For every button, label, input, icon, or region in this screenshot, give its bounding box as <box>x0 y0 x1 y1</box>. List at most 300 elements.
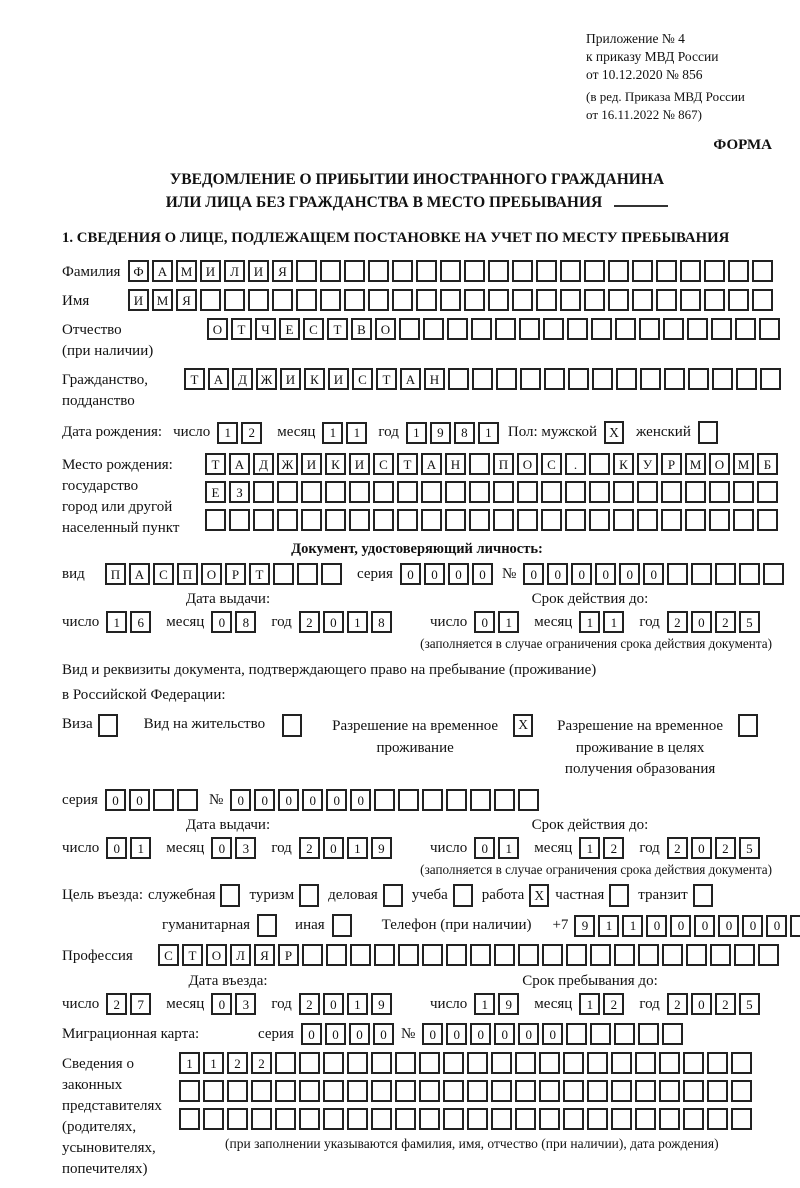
char-cell[interactable] <box>589 509 610 531</box>
char-cell[interactable] <box>488 260 509 282</box>
char-cell[interactable]: Т <box>249 563 270 585</box>
char-cell[interactable] <box>467 1108 488 1130</box>
char-cell[interactable]: 1 <box>579 993 600 1015</box>
char-cell[interactable] <box>731 1108 752 1130</box>
char-cell[interactable] <box>611 1108 632 1130</box>
char-cell[interactable]: 0 <box>470 1023 491 1045</box>
char-cell[interactable] <box>491 1080 512 1102</box>
char-cell[interactable]: М <box>685 453 706 475</box>
char-cell[interactable] <box>368 260 389 282</box>
char-cell[interactable]: 0 <box>691 993 712 1015</box>
char-cell[interactable] <box>790 915 800 937</box>
char-cell[interactable] <box>739 563 760 585</box>
char-cell[interactable] <box>421 481 442 503</box>
char-cell[interactable]: 0 <box>129 789 150 811</box>
char-cell[interactable] <box>710 944 731 966</box>
char-cell[interactable]: Т <box>397 453 418 475</box>
char-cell[interactable] <box>320 289 341 311</box>
char-cell[interactable] <box>611 1080 632 1102</box>
char-cell[interactable] <box>563 1052 584 1074</box>
char-cell[interactable]: М <box>152 289 173 311</box>
char-cell[interactable] <box>613 509 634 531</box>
char-cell[interactable]: И <box>128 289 149 311</box>
char-cell[interactable]: 1 <box>106 611 127 633</box>
char-cell[interactable]: 8 <box>454 422 475 444</box>
char-cell[interactable] <box>640 368 661 390</box>
char-cell[interactable] <box>323 1080 344 1102</box>
char-cell[interactable]: О <box>207 318 228 340</box>
char-cell[interactable]: 0 <box>742 915 763 937</box>
char-cell[interactable] <box>685 481 706 503</box>
char-cell[interactable]: 8 <box>371 611 392 633</box>
char-cell[interactable]: Д <box>253 453 274 475</box>
char-cell[interactable] <box>347 1052 368 1074</box>
char-cell[interactable] <box>227 1108 248 1130</box>
char-cell[interactable] <box>616 368 637 390</box>
char-cell[interactable]: 2 <box>251 1052 272 1074</box>
char-cell[interactable]: 9 <box>498 993 519 1015</box>
char-cell[interactable] <box>515 1052 536 1074</box>
char-cell[interactable] <box>227 1080 248 1102</box>
visa-checkbox[interactable] <box>98 714 118 737</box>
char-cell[interactable]: Н <box>445 453 466 475</box>
char-cell[interactable] <box>517 481 538 503</box>
char-cell[interactable] <box>253 481 274 503</box>
char-cell[interactable] <box>608 289 629 311</box>
char-cell[interactable] <box>299 1108 320 1130</box>
char-cell[interactable]: 3 <box>235 993 256 1015</box>
char-cell[interactable] <box>416 289 437 311</box>
char-cell[interactable]: 0 <box>254 789 275 811</box>
char-cell[interactable] <box>707 1052 728 1074</box>
char-cell[interactable]: 1 <box>579 837 600 859</box>
char-cell[interactable] <box>440 260 461 282</box>
char-cell[interactable] <box>397 509 418 531</box>
char-cell[interactable] <box>515 1080 536 1102</box>
char-cell[interactable] <box>560 289 581 311</box>
char-cell[interactable] <box>635 1052 656 1074</box>
char-cell[interactable]: 0 <box>694 915 715 937</box>
char-cell[interactable]: М <box>176 260 197 282</box>
char-cell[interactable]: О <box>206 944 227 966</box>
char-cell[interactable] <box>392 289 413 311</box>
char-cell[interactable]: 0 <box>211 611 232 633</box>
char-cell[interactable] <box>659 1108 680 1130</box>
char-cell[interactable]: Д <box>232 368 253 390</box>
char-cell[interactable] <box>493 509 514 531</box>
char-cell[interactable] <box>368 289 389 311</box>
char-cell[interactable]: С <box>303 318 324 340</box>
char-cell[interactable]: 1 <box>322 422 343 444</box>
char-cell[interactable]: И <box>200 260 221 282</box>
char-cell[interactable] <box>517 509 538 531</box>
char-cell[interactable] <box>563 1080 584 1102</box>
char-cell[interactable] <box>422 944 443 966</box>
purpose-business-checkbox[interactable] <box>220 884 240 907</box>
char-cell[interactable]: Т <box>327 318 348 340</box>
char-cell[interactable]: Т <box>376 368 397 390</box>
char-cell[interactable]: 0 <box>718 915 739 937</box>
char-cell[interactable] <box>733 481 754 503</box>
char-cell[interactable] <box>635 1080 656 1102</box>
char-cell[interactable]: 0 <box>619 563 640 585</box>
char-cell[interactable] <box>398 944 419 966</box>
char-cell[interactable] <box>344 289 365 311</box>
char-cell[interactable] <box>731 1052 752 1074</box>
char-cell[interactable] <box>707 1080 728 1102</box>
char-cell[interactable]: У <box>637 453 658 475</box>
char-cell[interactable] <box>539 1108 560 1130</box>
char-cell[interactable]: Л <box>230 944 251 966</box>
char-cell[interactable]: 2 <box>603 837 624 859</box>
char-cell[interactable] <box>347 1108 368 1130</box>
char-cell[interactable]: А <box>152 260 173 282</box>
char-cell[interactable] <box>584 289 605 311</box>
char-cell[interactable] <box>687 318 708 340</box>
char-cell[interactable] <box>496 368 517 390</box>
char-cell[interactable] <box>591 318 612 340</box>
char-cell[interactable]: М <box>733 453 754 475</box>
char-cell[interactable]: Я <box>254 944 275 966</box>
char-cell[interactable] <box>326 944 347 966</box>
char-cell[interactable] <box>445 481 466 503</box>
char-cell[interactable] <box>515 1108 536 1130</box>
char-cell[interactable]: 0 <box>472 563 493 585</box>
char-cell[interactable]: 5 <box>739 611 760 633</box>
char-cell[interactable] <box>447 318 468 340</box>
char-cell[interactable] <box>615 318 636 340</box>
char-cell[interactable] <box>373 481 394 503</box>
char-cell[interactable] <box>203 1080 224 1102</box>
char-cell[interactable]: 0 <box>105 789 126 811</box>
char-cell[interactable]: Т <box>184 368 205 390</box>
char-cell[interactable] <box>440 289 461 311</box>
char-cell[interactable]: Т <box>182 944 203 966</box>
char-cell[interactable] <box>688 368 709 390</box>
char-cell[interactable]: 5 <box>739 993 760 1015</box>
char-cell[interactable] <box>520 368 541 390</box>
char-cell[interactable] <box>709 481 730 503</box>
char-cell[interactable] <box>320 260 341 282</box>
char-cell[interactable] <box>711 318 732 340</box>
char-cell[interactable] <box>568 368 589 390</box>
char-cell[interactable]: Н <box>424 368 445 390</box>
char-cell[interactable]: 1 <box>347 837 368 859</box>
char-cell[interactable] <box>470 789 491 811</box>
char-cell[interactable] <box>251 1108 272 1130</box>
char-cell[interactable] <box>344 260 365 282</box>
char-cell[interactable] <box>325 509 346 531</box>
char-cell[interactable]: 1 <box>603 611 624 633</box>
purpose-transit-checkbox[interactable] <box>693 884 713 907</box>
char-cell[interactable]: 0 <box>325 1023 346 1045</box>
char-cell[interactable]: 1 <box>346 422 367 444</box>
char-cell[interactable] <box>448 368 469 390</box>
char-cell[interactable] <box>680 289 701 311</box>
purpose-commercial-checkbox[interactable] <box>383 884 403 907</box>
char-cell[interactable] <box>733 509 754 531</box>
char-cell[interactable] <box>153 789 174 811</box>
char-cell[interactable]: С <box>541 453 562 475</box>
char-cell[interactable]: Я <box>176 289 197 311</box>
char-cell[interactable]: С <box>158 944 179 966</box>
char-cell[interactable] <box>491 1108 512 1130</box>
char-cell[interactable] <box>541 509 562 531</box>
char-cell[interactable]: 1 <box>347 993 368 1015</box>
purpose-humanitarian-checkbox[interactable] <box>257 914 277 937</box>
char-cell[interactable] <box>399 318 420 340</box>
char-cell[interactable] <box>416 260 437 282</box>
char-cell[interactable]: 3 <box>235 837 256 859</box>
char-cell[interactable] <box>469 509 490 531</box>
char-cell[interactable]: С <box>352 368 373 390</box>
char-cell[interactable] <box>493 481 514 503</box>
char-cell[interactable]: А <box>208 368 229 390</box>
char-cell[interactable]: 0 <box>448 563 469 585</box>
sex-female-checkbox[interactable] <box>698 421 718 444</box>
char-cell[interactable]: 2 <box>299 837 320 859</box>
char-cell[interactable] <box>590 944 611 966</box>
temp-residence-education-checkbox[interactable] <box>738 714 758 737</box>
char-cell[interactable]: Ж <box>277 453 298 475</box>
char-cell[interactable]: 2 <box>603 993 624 1015</box>
char-cell[interactable]: З <box>229 481 250 503</box>
char-cell[interactable] <box>567 318 588 340</box>
char-cell[interactable] <box>663 318 684 340</box>
char-cell[interactable]: 1 <box>203 1052 224 1074</box>
char-cell[interactable] <box>638 944 659 966</box>
char-cell[interactable] <box>543 318 564 340</box>
char-cell[interactable] <box>491 1052 512 1074</box>
char-cell[interactable] <box>296 289 317 311</box>
char-cell[interactable]: Ж <box>256 368 277 390</box>
char-cell[interactable]: Р <box>225 563 246 585</box>
char-cell[interactable] <box>544 368 565 390</box>
char-cell[interactable] <box>759 318 780 340</box>
char-cell[interactable]: 0 <box>323 993 344 1015</box>
char-cell[interactable]: 0 <box>211 993 232 1015</box>
char-cell[interactable] <box>512 260 533 282</box>
char-cell[interactable]: Ф <box>128 260 149 282</box>
char-cell[interactable]: С <box>373 453 394 475</box>
char-cell[interactable]: 2 <box>715 837 736 859</box>
char-cell[interactable]: 2 <box>715 611 736 633</box>
char-cell[interactable]: 1 <box>478 422 499 444</box>
char-cell[interactable] <box>611 1052 632 1074</box>
char-cell[interactable] <box>656 260 677 282</box>
char-cell[interactable] <box>446 789 467 811</box>
char-cell[interactable]: И <box>301 453 322 475</box>
char-cell[interactable] <box>464 260 485 282</box>
char-cell[interactable] <box>253 509 274 531</box>
purpose-study-checkbox[interactable] <box>453 884 473 907</box>
char-cell[interactable]: 0 <box>323 837 344 859</box>
char-cell[interactable] <box>680 260 701 282</box>
char-cell[interactable] <box>752 260 773 282</box>
char-cell[interactable] <box>734 944 755 966</box>
char-cell[interactable] <box>536 260 557 282</box>
char-cell[interactable] <box>664 368 685 390</box>
char-cell[interactable]: 1 <box>406 422 427 444</box>
char-cell[interactable]: 0 <box>571 563 592 585</box>
char-cell[interactable] <box>374 789 395 811</box>
char-cell[interactable] <box>518 944 539 966</box>
char-cell[interactable]: 9 <box>371 837 392 859</box>
char-cell[interactable]: О <box>375 318 396 340</box>
char-cell[interactable] <box>539 1052 560 1074</box>
char-cell[interactable] <box>392 260 413 282</box>
char-cell[interactable] <box>229 509 250 531</box>
char-cell[interactable]: 0 <box>542 1023 563 1045</box>
char-cell[interactable] <box>691 563 712 585</box>
char-cell[interactable]: 2 <box>715 993 736 1015</box>
char-cell[interactable] <box>541 481 562 503</box>
char-cell[interactable]: О <box>201 563 222 585</box>
char-cell[interactable] <box>566 944 587 966</box>
char-cell[interactable] <box>683 1080 704 1102</box>
char-cell[interactable]: С <box>153 563 174 585</box>
purpose-tourism-checkbox[interactable] <box>299 884 319 907</box>
char-cell[interactable] <box>395 1052 416 1074</box>
char-cell[interactable] <box>736 368 757 390</box>
char-cell[interactable] <box>704 289 725 311</box>
char-cell[interactable]: 1 <box>217 422 238 444</box>
char-cell[interactable]: 9 <box>371 993 392 1015</box>
char-cell[interactable] <box>299 1080 320 1102</box>
char-cell[interactable] <box>494 944 515 966</box>
char-cell[interactable] <box>760 368 781 390</box>
char-cell[interactable]: К <box>304 368 325 390</box>
char-cell[interactable] <box>179 1108 200 1130</box>
char-cell[interactable] <box>656 289 677 311</box>
char-cell[interactable]: 6 <box>130 611 151 633</box>
char-cell[interactable] <box>635 1108 656 1130</box>
char-cell[interactable]: Т <box>231 318 252 340</box>
char-cell[interactable] <box>443 1052 464 1074</box>
char-cell[interactable]: 2 <box>667 611 688 633</box>
char-cell[interactable] <box>371 1108 392 1130</box>
char-cell[interactable] <box>275 1080 296 1102</box>
char-cell[interactable] <box>205 509 226 531</box>
char-cell[interactable] <box>565 509 586 531</box>
char-cell[interactable] <box>704 260 725 282</box>
char-cell[interactable]: 0 <box>400 563 421 585</box>
char-cell[interactable] <box>763 563 784 585</box>
char-cell[interactable] <box>251 1080 272 1102</box>
char-cell[interactable] <box>712 368 733 390</box>
char-cell[interactable] <box>542 944 563 966</box>
char-cell[interactable] <box>398 789 419 811</box>
char-cell[interactable] <box>709 509 730 531</box>
char-cell[interactable]: 0 <box>326 789 347 811</box>
char-cell[interactable] <box>422 789 443 811</box>
char-cell[interactable] <box>488 289 509 311</box>
char-cell[interactable]: 1 <box>622 915 643 937</box>
char-cell[interactable]: 0 <box>523 563 544 585</box>
char-cell[interactable] <box>587 1080 608 1102</box>
char-cell[interactable]: П <box>493 453 514 475</box>
residence-permit-checkbox[interactable] <box>282 714 302 737</box>
char-cell[interactable]: 0 <box>323 611 344 633</box>
char-cell[interactable] <box>469 481 490 503</box>
char-cell[interactable] <box>395 1080 416 1102</box>
char-cell[interactable]: К <box>325 453 346 475</box>
char-cell[interactable]: 0 <box>691 611 712 633</box>
char-cell[interactable]: И <box>280 368 301 390</box>
char-cell[interactable]: 0 <box>670 915 691 937</box>
char-cell[interactable]: 0 <box>349 1023 370 1045</box>
purpose-private-checkbox[interactable] <box>609 884 629 907</box>
char-cell[interactable] <box>200 289 221 311</box>
char-cell[interactable]: 8 <box>235 611 256 633</box>
char-cell[interactable] <box>683 1052 704 1074</box>
char-cell[interactable] <box>632 289 653 311</box>
char-cell[interactable] <box>371 1052 392 1074</box>
char-cell[interactable]: П <box>177 563 198 585</box>
char-cell[interactable] <box>350 944 371 966</box>
char-cell[interactable] <box>518 789 539 811</box>
char-cell[interactable]: А <box>421 453 442 475</box>
char-cell[interactable]: Ч <box>255 318 276 340</box>
char-cell[interactable] <box>590 1023 611 1045</box>
char-cell[interactable] <box>661 509 682 531</box>
char-cell[interactable]: Л <box>224 260 245 282</box>
char-cell[interactable] <box>589 481 610 503</box>
char-cell[interactable] <box>587 1052 608 1074</box>
char-cell[interactable]: В <box>351 318 372 340</box>
char-cell[interactable]: 0 <box>474 611 495 633</box>
char-cell[interactable] <box>735 318 756 340</box>
char-cell[interactable]: 1 <box>130 837 151 859</box>
char-cell[interactable]: 5 <box>739 837 760 859</box>
char-cell[interactable] <box>325 481 346 503</box>
char-cell[interactable] <box>469 453 490 475</box>
char-cell[interactable] <box>177 789 198 811</box>
char-cell[interactable]: 0 <box>646 915 667 937</box>
char-cell[interactable] <box>275 1108 296 1130</box>
char-cell[interactable] <box>445 509 466 531</box>
char-cell[interactable]: 2 <box>667 993 688 1015</box>
char-cell[interactable] <box>443 1080 464 1102</box>
char-cell[interactable] <box>299 1052 320 1074</box>
char-cell[interactable] <box>464 289 485 311</box>
char-cell[interactable] <box>587 1108 608 1130</box>
char-cell[interactable] <box>323 1108 344 1130</box>
char-cell[interactable]: 0 <box>518 1023 539 1045</box>
char-cell[interactable] <box>667 563 688 585</box>
char-cell[interactable] <box>715 563 736 585</box>
char-cell[interactable] <box>566 1023 587 1045</box>
char-cell[interactable] <box>539 1080 560 1102</box>
char-cell[interactable]: 9 <box>430 422 451 444</box>
char-cell[interactable]: Е <box>279 318 300 340</box>
char-cell[interactable] <box>659 1080 680 1102</box>
char-cell[interactable]: Е <box>205 481 226 503</box>
char-cell[interactable]: 0 <box>211 837 232 859</box>
char-cell[interactable] <box>536 289 557 311</box>
char-cell[interactable]: 0 <box>424 563 445 585</box>
char-cell[interactable] <box>512 289 533 311</box>
char-cell[interactable] <box>421 509 442 531</box>
char-cell[interactable]: И <box>248 260 269 282</box>
char-cell[interactable] <box>560 260 581 282</box>
char-cell[interactable] <box>757 509 778 531</box>
char-cell[interactable]: 1 <box>498 611 519 633</box>
char-cell[interactable] <box>395 1108 416 1130</box>
char-cell[interactable] <box>296 260 317 282</box>
char-cell[interactable]: 1 <box>579 611 600 633</box>
char-cell[interactable] <box>728 260 749 282</box>
